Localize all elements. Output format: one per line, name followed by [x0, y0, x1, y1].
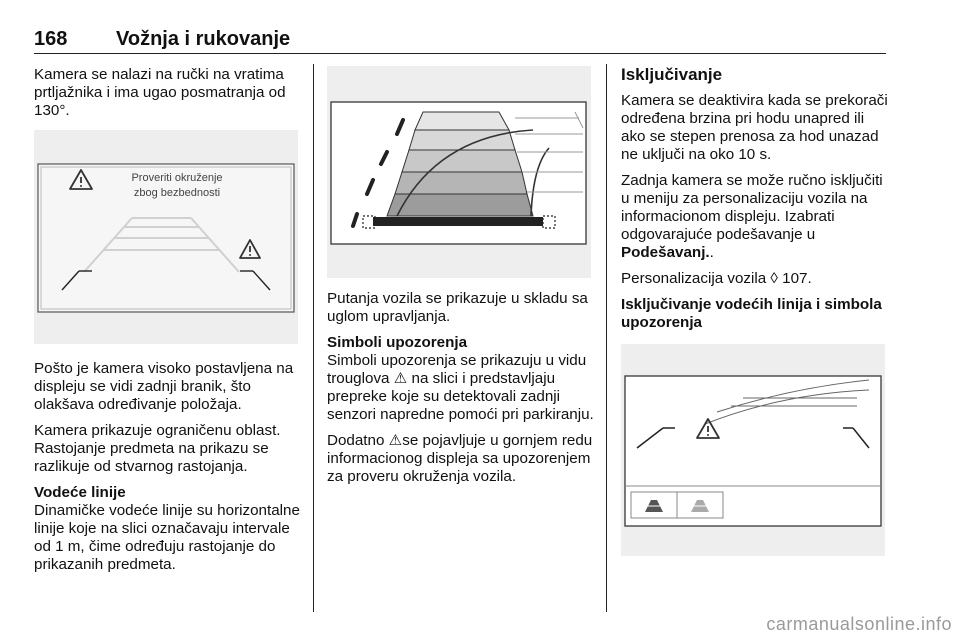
column-1: [34, 66, 302, 582]
figure-warning-line1: Proveriti okruženje: [131, 172, 223, 184]
heading-guide-lines: Vodeće linije: [34, 484, 126, 501]
paragraph-warning-symbols: Simboli upozorenja se prikazuju u vidu trouglova ⚠ na slici i predstavljaju prepreke koje su detektovali zadnji senzori napredne pomoći pri parkiranju.: [327, 352, 594, 423]
header-rule: [34, 53, 886, 54]
paragraph-deactivation: Kamera se deaktivira kada se prekorači određena brzina pri hodu unapred ili ako se stepen prenosa za hod unazad ne uključi na oko 10 s.: [621, 92, 888, 163]
page-reference-icon: ◊: [770, 270, 778, 287]
camera-display-illustration: [34, 130, 298, 344]
disable-guides-figure: [621, 344, 885, 556]
page-number: 168: [34, 28, 68, 50]
paragraph-bumper: Pošto je kamera visoko postavljena na displeju se vidi zadnji branik, što olakšava određivanje položaja.: [34, 360, 294, 413]
settings-menu-reference: Podešavanj.: [621, 244, 710, 261]
column-divider-1: [313, 64, 314, 612]
heading-deactivation: Isključivanje: [621, 65, 723, 84]
paragraph-manual-off: Zadnja kamera se može ručno isključiti u meniju za personalizaciju vozila na informacionom displeju. Izabrati odgovarajuće podešavanje u Podešavanj..: [621, 172, 883, 261]
column-2: [327, 66, 597, 494]
trajectory-illustration: [327, 66, 591, 278]
figure-warning-line2: zbog bezbednosti: [133, 187, 221, 199]
column-divider-2: [606, 64, 607, 612]
page-title: Vožnja i rukovanje: [116, 28, 291, 50]
paragraph-limited-area: Kamera prikazuje ograničenu oblast. Rastojanje predmeta na prikazu se razlikuje od stvarnog rastojanja.: [34, 422, 281, 475]
paragraph-trajectory: Putanja vozila se prikazuje u skladu sa uglom upravljanja.: [327, 290, 588, 325]
paragraph-guide-lines: Dinamičke vodeće linije su horizontalne linije koje na slici označavaju intervale od 1 m, čime određuju rastojanje do prikazanih predmeta.: [34, 502, 300, 573]
trajectory-figure: [327, 66, 591, 278]
column-3: [621, 66, 889, 556]
page-header: [34, 24, 886, 54]
warning-triangle-icon: ⚠: [388, 432, 403, 449]
paragraph-additional: Dodatno ⚠se pojavljuje u gornjem redu informacionog displeja sa upozorenjem za proveru okruženja vozila.: [327, 432, 593, 485]
warning-triangle-icon: ⚠: [393, 370, 408, 387]
watermark-footer: carmanualsonline.info: [766, 614, 952, 634]
camera-display-figure: [34, 130, 298, 344]
heading-disable-guides: Isključivanje vodećih linija i simbola upozorenja: [621, 296, 882, 331]
intro-paragraph: Kamera se nalazi na ručki na vratima prtljažnika i ima ugao posmatranja od 130°.: [34, 66, 286, 119]
paragraph-personalization: Personalizacija vozila ◊ 107.: [621, 270, 812, 287]
heading-warning-symbols: Simboli upozorenja: [327, 334, 468, 351]
disable-guides-illustration: [621, 344, 885, 556]
